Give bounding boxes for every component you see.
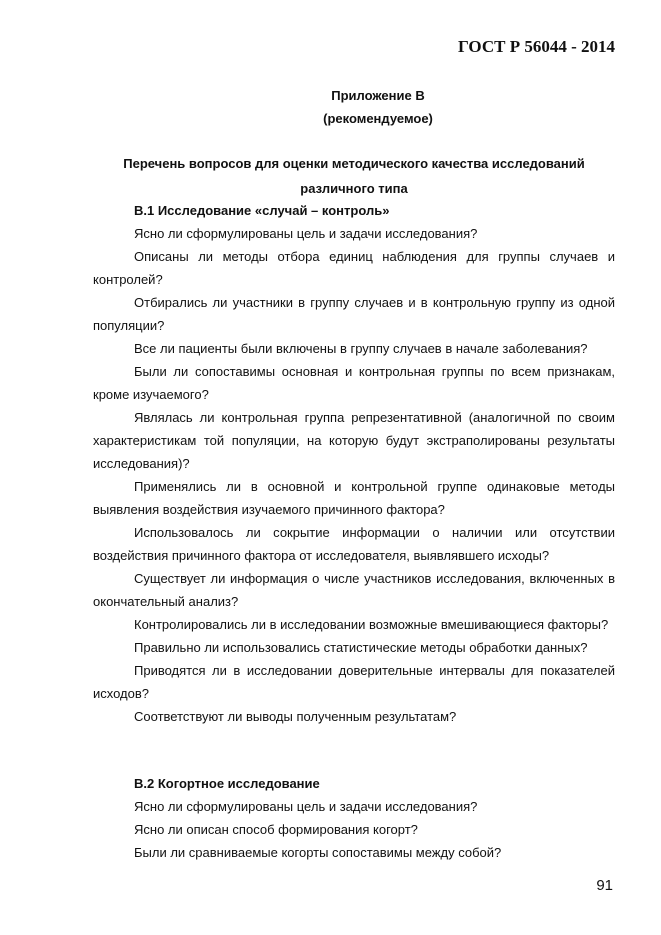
section-1-heading: В.1 Исследование «случай – контроль» (134, 203, 390, 218)
question: Отбирались ли участники в группу случаев и в контрольную группу из одной популяции? (93, 295, 615, 333)
question: Соответствуют ли выводы полученным результатам? (134, 709, 457, 724)
question: Ясно ли описан способ формирования когорт? (134, 822, 418, 837)
page-number: 91 (596, 877, 613, 894)
question: Все ли пациенты были включены в группу случаев в начале заболевания? (134, 341, 588, 356)
appendix-title: Приложение В (331, 88, 425, 103)
question: Были ли сравниваемые когорты сопоставимы между собой? (134, 845, 502, 860)
question: Ясно ли сформулированы цель и задачи исследования? (134, 799, 478, 814)
question: Правильно ли использовались статистические методы обработки данных? (134, 640, 588, 655)
question: Являлась ли контрольная группа репрезентативной (аналогичной по своим характеристикам той популяции, на которую будут экстраполированы результаты исследования)? (93, 410, 615, 471)
list-title: Перечень вопросов для оценки методического качества исследований различного типа (123, 156, 585, 196)
appendix-heading (0, 84, 661, 130)
question: Контролировались ли в исследовании возможные вмешивающиеся факторы? (134, 617, 609, 632)
question: Применялись ли в основной и контрольной группе одинаковые методы выявления воздействия изучаемого причинного фактора? (93, 479, 615, 517)
appendix-subtitle: (рекомендуемое) (323, 111, 433, 126)
section-2-heading: В.2 Когортное исследование (134, 776, 320, 791)
question: Описаны ли методы отбора единиц наблюдения для группы случаев и контролей? (93, 249, 615, 287)
question: Были ли сопоставимы основная и контрольная группы по всем признакам, кроме изучаемого? (93, 364, 615, 402)
question: Ясно ли сформулированы цель и задачи исследования? (134, 226, 478, 241)
question: Приводятся ли в исследовании доверительные интервалы для показателей исходов? (93, 663, 615, 701)
question: Использовалось ли сокрытие информации о наличии или отсутствии воздействия причинного фактора от исследователя, выявлявшего исходы? (93, 525, 615, 563)
section-2 (93, 772, 615, 864)
section-1 (93, 199, 615, 728)
question: Существует ли информация о числе участников исследования, включенных в окончательный анализ? (93, 571, 615, 609)
document-code: ГОСТ Р 56044 - 2014 (458, 37, 615, 56)
